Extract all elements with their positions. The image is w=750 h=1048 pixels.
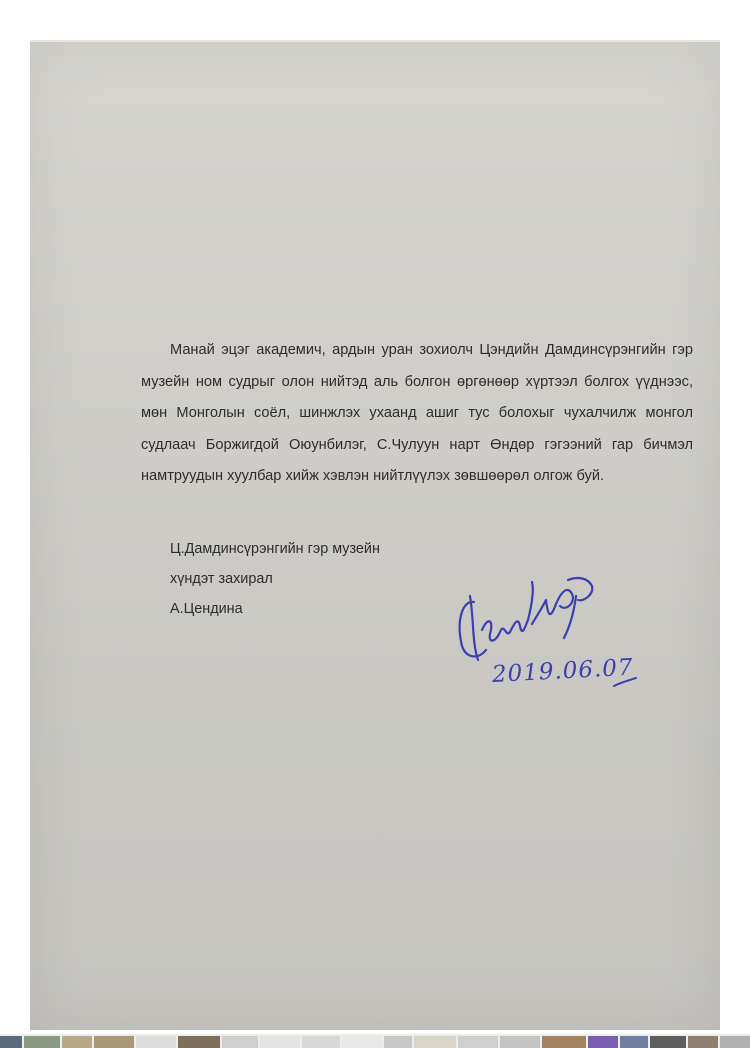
signatory-block [170, 534, 380, 624]
signatory-organization: Ц.Дамдинсүрэнгийн гэр музейн [170, 541, 380, 557]
handwritten-date: 2019.06.07 [491, 654, 635, 688]
thumbnail-16[interactable] [588, 1036, 618, 1048]
thumbnail-13[interactable] [458, 1036, 498, 1048]
date-underline-stroke [488, 670, 638, 700]
thumbnail-2[interactable] [24, 1036, 60, 1048]
thumbnail-4[interactable] [94, 1036, 134, 1048]
thumbnail-1[interactable] [0, 1036, 22, 1048]
thumbnail-14[interactable] [500, 1036, 540, 1048]
thumbnail-11[interactable] [384, 1036, 412, 1048]
signatory-name: А.Цендина [170, 601, 243, 617]
thumbnail-15[interactable] [542, 1036, 586, 1048]
permission-letter-body: Манай эцэг академич, ардын уран зохиолч Цэндийн Дамдинсүрэнгийн гэр музейн ном судрыг олон нийтэд аль болгон өргөнөөр хүртээл болгох үүднээс, мөн Монголын соёл, шинжлэх ухаанд ашиг тус болохыг чухалчилж монгол судлаач Боржигдой Оюунбилэг, С.Чулуун нарт Өндөр гэгээний гар бичмэл намтруудын хуулбар хийж хэвлэн нийтлүүлэх зөвшөөрөл олгож буй. [141, 342, 693, 485]
thumbnail-strip [0, 1034, 750, 1048]
thumbnail-10[interactable] [342, 1036, 382, 1048]
thumbnail-7[interactable] [222, 1036, 258, 1048]
thumbnail-8[interactable] [260, 1036, 300, 1048]
thumbnail-18[interactable] [650, 1036, 686, 1048]
thumbnail-6[interactable] [178, 1036, 220, 1048]
signatory-position: хүндэт захирал [170, 571, 273, 587]
thumbnail-12[interactable] [414, 1036, 456, 1048]
thumbnail-5[interactable] [136, 1036, 176, 1048]
thumbnail-20[interactable] [720, 1036, 750, 1048]
thumbnail-19[interactable] [688, 1036, 718, 1048]
thumbnail-17[interactable] [620, 1036, 648, 1048]
thumbnail-3[interactable] [62, 1036, 92, 1048]
thumbnail-9[interactable] [302, 1036, 340, 1048]
